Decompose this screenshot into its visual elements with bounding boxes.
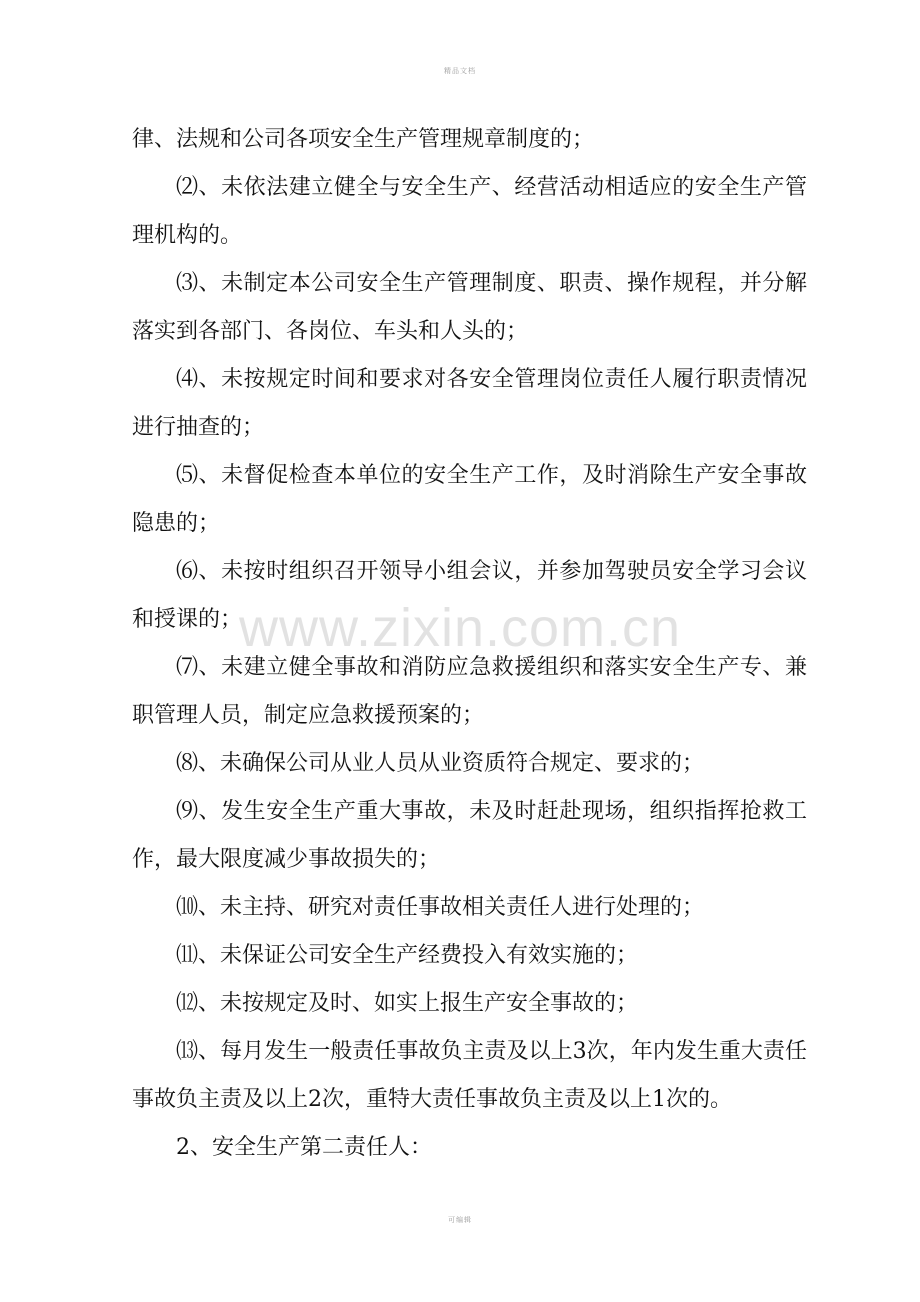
section-heading-second-responsible: 2、安全生产第二责任人： (176, 1135, 432, 1160)
paragraph-1: 律、法规和公司各项安全生产管理规章制度的； (132, 127, 595, 152)
paragraph-13: ⒀、每月发生一般责任事故负主责及以上3次，年内发生重大责任事故负主责及以上2次，重特大责任事故负主责及以上1次的。 (132, 1039, 807, 1112)
paragraph-11: ⑾、未保证公司安全生产经费投入有效实施的； (176, 943, 639, 968)
paragraph-4: ⑷、未按规定时间和要求对各安全管理岗位责任人履行职责情况进行抽查的； (132, 367, 807, 440)
paragraph-10: ⑽、未主持、研究对责任事故相关责任人进行处理的； (176, 895, 705, 920)
paragraph-12: ⑿、未按规定及时、如实上报生产安全事故的； (176, 991, 639, 1016)
paragraph-3: ⑶、未制定本公司安全生产管理制度、职责、操作规程，并分解落实到各部门、各岗位、车头和人头的； (132, 271, 807, 344)
paragraph-9: ⑼、发生安全生产重大事故，未及时赶赴现场，组织指挥抢救工作，最大限度减少事故损失的； (132, 799, 807, 872)
paragraph-8: ⑻、未确保公司从业人员从业资质符合规定、要求的； (176, 751, 705, 776)
document-body (132, 116, 807, 1172)
paragraph-2: ⑵、未依法建立健全与安全生产、经营活动相适应的安全生产管理机构的。 (132, 175, 807, 248)
header-mark: 精品文档 (444, 67, 476, 75)
footer-mark: 可编辑 (448, 1216, 472, 1224)
paragraph-6: ⑹、未按时组织召开领导小组会议，并参加驾驶员安全学习会议和授课的； (132, 559, 807, 632)
paragraph-7: ⑺、未建立健全事故和消防应急救援组织和落实安全生产专、兼职管理人员，制定应急救援预案的； (132, 655, 807, 728)
paragraph-5: ⑸、未督促检查本单位的安全生产工作，及时消除生产安全事故隐患的； (132, 463, 807, 536)
watermark-text: www.zixin.com.cn (238, 598, 682, 658)
